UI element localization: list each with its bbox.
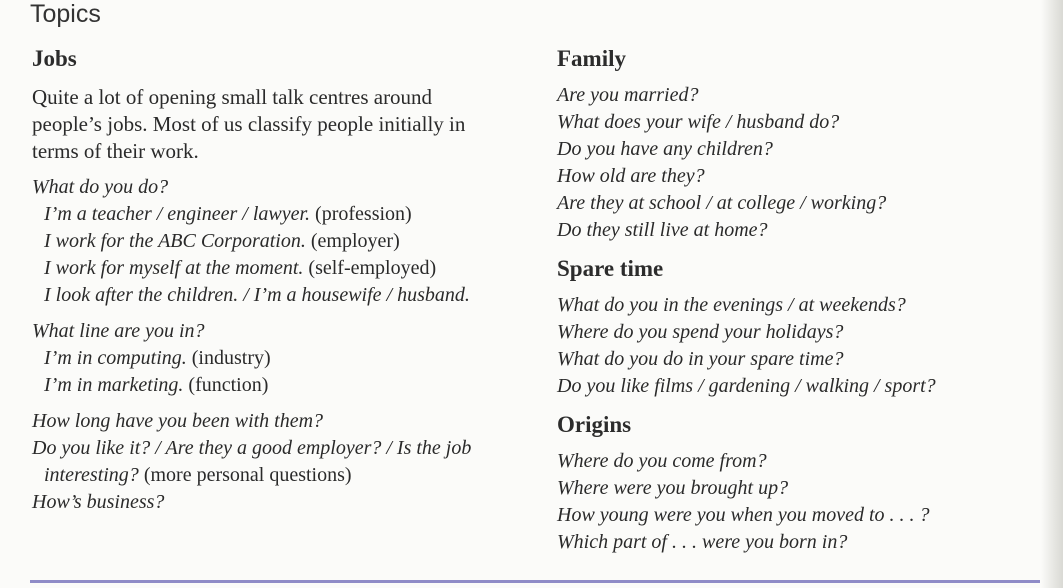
answer-text: I’m in marketing.	[44, 374, 184, 396]
spare-time-questions	[557, 292, 1037, 400]
jobs-answer	[32, 201, 532, 228]
answer-note: (employer)	[305, 230, 400, 252]
origins-questions	[557, 448, 1037, 556]
answer-text: I’m a teacher / engineer / lawyer.	[44, 203, 311, 225]
jobs-question: How’s business?	[32, 491, 165, 513]
answer-note: (industry)	[186, 347, 271, 369]
page-title: Topics	[30, 0, 101, 28]
family-questions	[557, 82, 1037, 244]
spare-time-heading: Spare time	[557, 256, 664, 281]
origins-question: Where were you brought up?	[557, 477, 789, 499]
left-column	[32, 44, 532, 516]
spare-time-question: Do you like films / gardening / walking / sport?	[557, 375, 936, 397]
jobs-answer	[32, 255, 532, 282]
jobs-answer	[32, 282, 532, 309]
jobs-question: What do you do?	[32, 176, 169, 198]
origins-question: Where do you come from?	[557, 450, 767, 472]
jobs-line-block	[32, 318, 532, 399]
family-question: Do you have any children?	[557, 138, 773, 160]
jobs-intro	[32, 84, 532, 165]
jobs-what-do-you-do-block	[32, 174, 532, 309]
jobs-question: How long have you been with them?	[32, 410, 324, 432]
answer-text: I work for myself at the moment.	[44, 257, 304, 279]
family-heading: Family	[557, 46, 626, 71]
spare-time-question: What do you do in your spare time?	[557, 348, 844, 370]
jobs-answer	[32, 228, 532, 255]
family-question: Are they at school / at college / working?	[557, 192, 887, 214]
jobs-answer	[32, 345, 532, 372]
answer-text: interesting?	[44, 464, 139, 486]
answer-note: (self-employed)	[303, 257, 437, 279]
answer-text: I look after the children. / I’m a housewife / husband.	[44, 284, 470, 306]
answer-note: (profession)	[310, 203, 412, 225]
jobs-intro-line: Quite a lot of opening small talk centres around	[32, 85, 433, 109]
answer-text: I work for the ABC Corporation.	[44, 230, 306, 252]
page-edge-shadow	[1041, 0, 1063, 588]
family-question: Do they still live at home?	[557, 219, 768, 241]
jobs-question: What line are you in?	[32, 320, 205, 342]
origins-heading: Origins	[557, 412, 632, 437]
family-question: Are you married?	[557, 84, 699, 106]
jobs-heading: Jobs	[32, 46, 77, 71]
jobs-intro-line: people’s jobs. Most of us classify people initially in	[32, 112, 466, 136]
family-question: How old are they?	[557, 165, 705, 187]
family-question: What does your wife / husband do?	[557, 111, 840, 133]
jobs-followup-block	[32, 408, 532, 516]
spare-time-question: What do you in the evenings / at weekends?	[557, 294, 906, 316]
origins-question: How young were you when you moved to . . . ?	[557, 504, 930, 526]
jobs-answer	[32, 372, 532, 399]
right-column	[557, 44, 1037, 556]
jobs-intro-line: terms of their work.	[32, 139, 199, 163]
answer-text: I’m in computing.	[44, 347, 187, 369]
jobs-question: Do you like it? / Are they a good employer? / Is the job	[32, 437, 472, 459]
answer-note: (function)	[183, 374, 269, 396]
origins-question: Which part of . . . were you born in?	[557, 531, 848, 553]
answer-note: (more personal questions)	[138, 464, 352, 486]
spare-time-question: Where do you spend your holidays?	[557, 321, 844, 343]
jobs-question-continued	[32, 462, 532, 489]
bottom-divider	[30, 580, 1040, 583]
